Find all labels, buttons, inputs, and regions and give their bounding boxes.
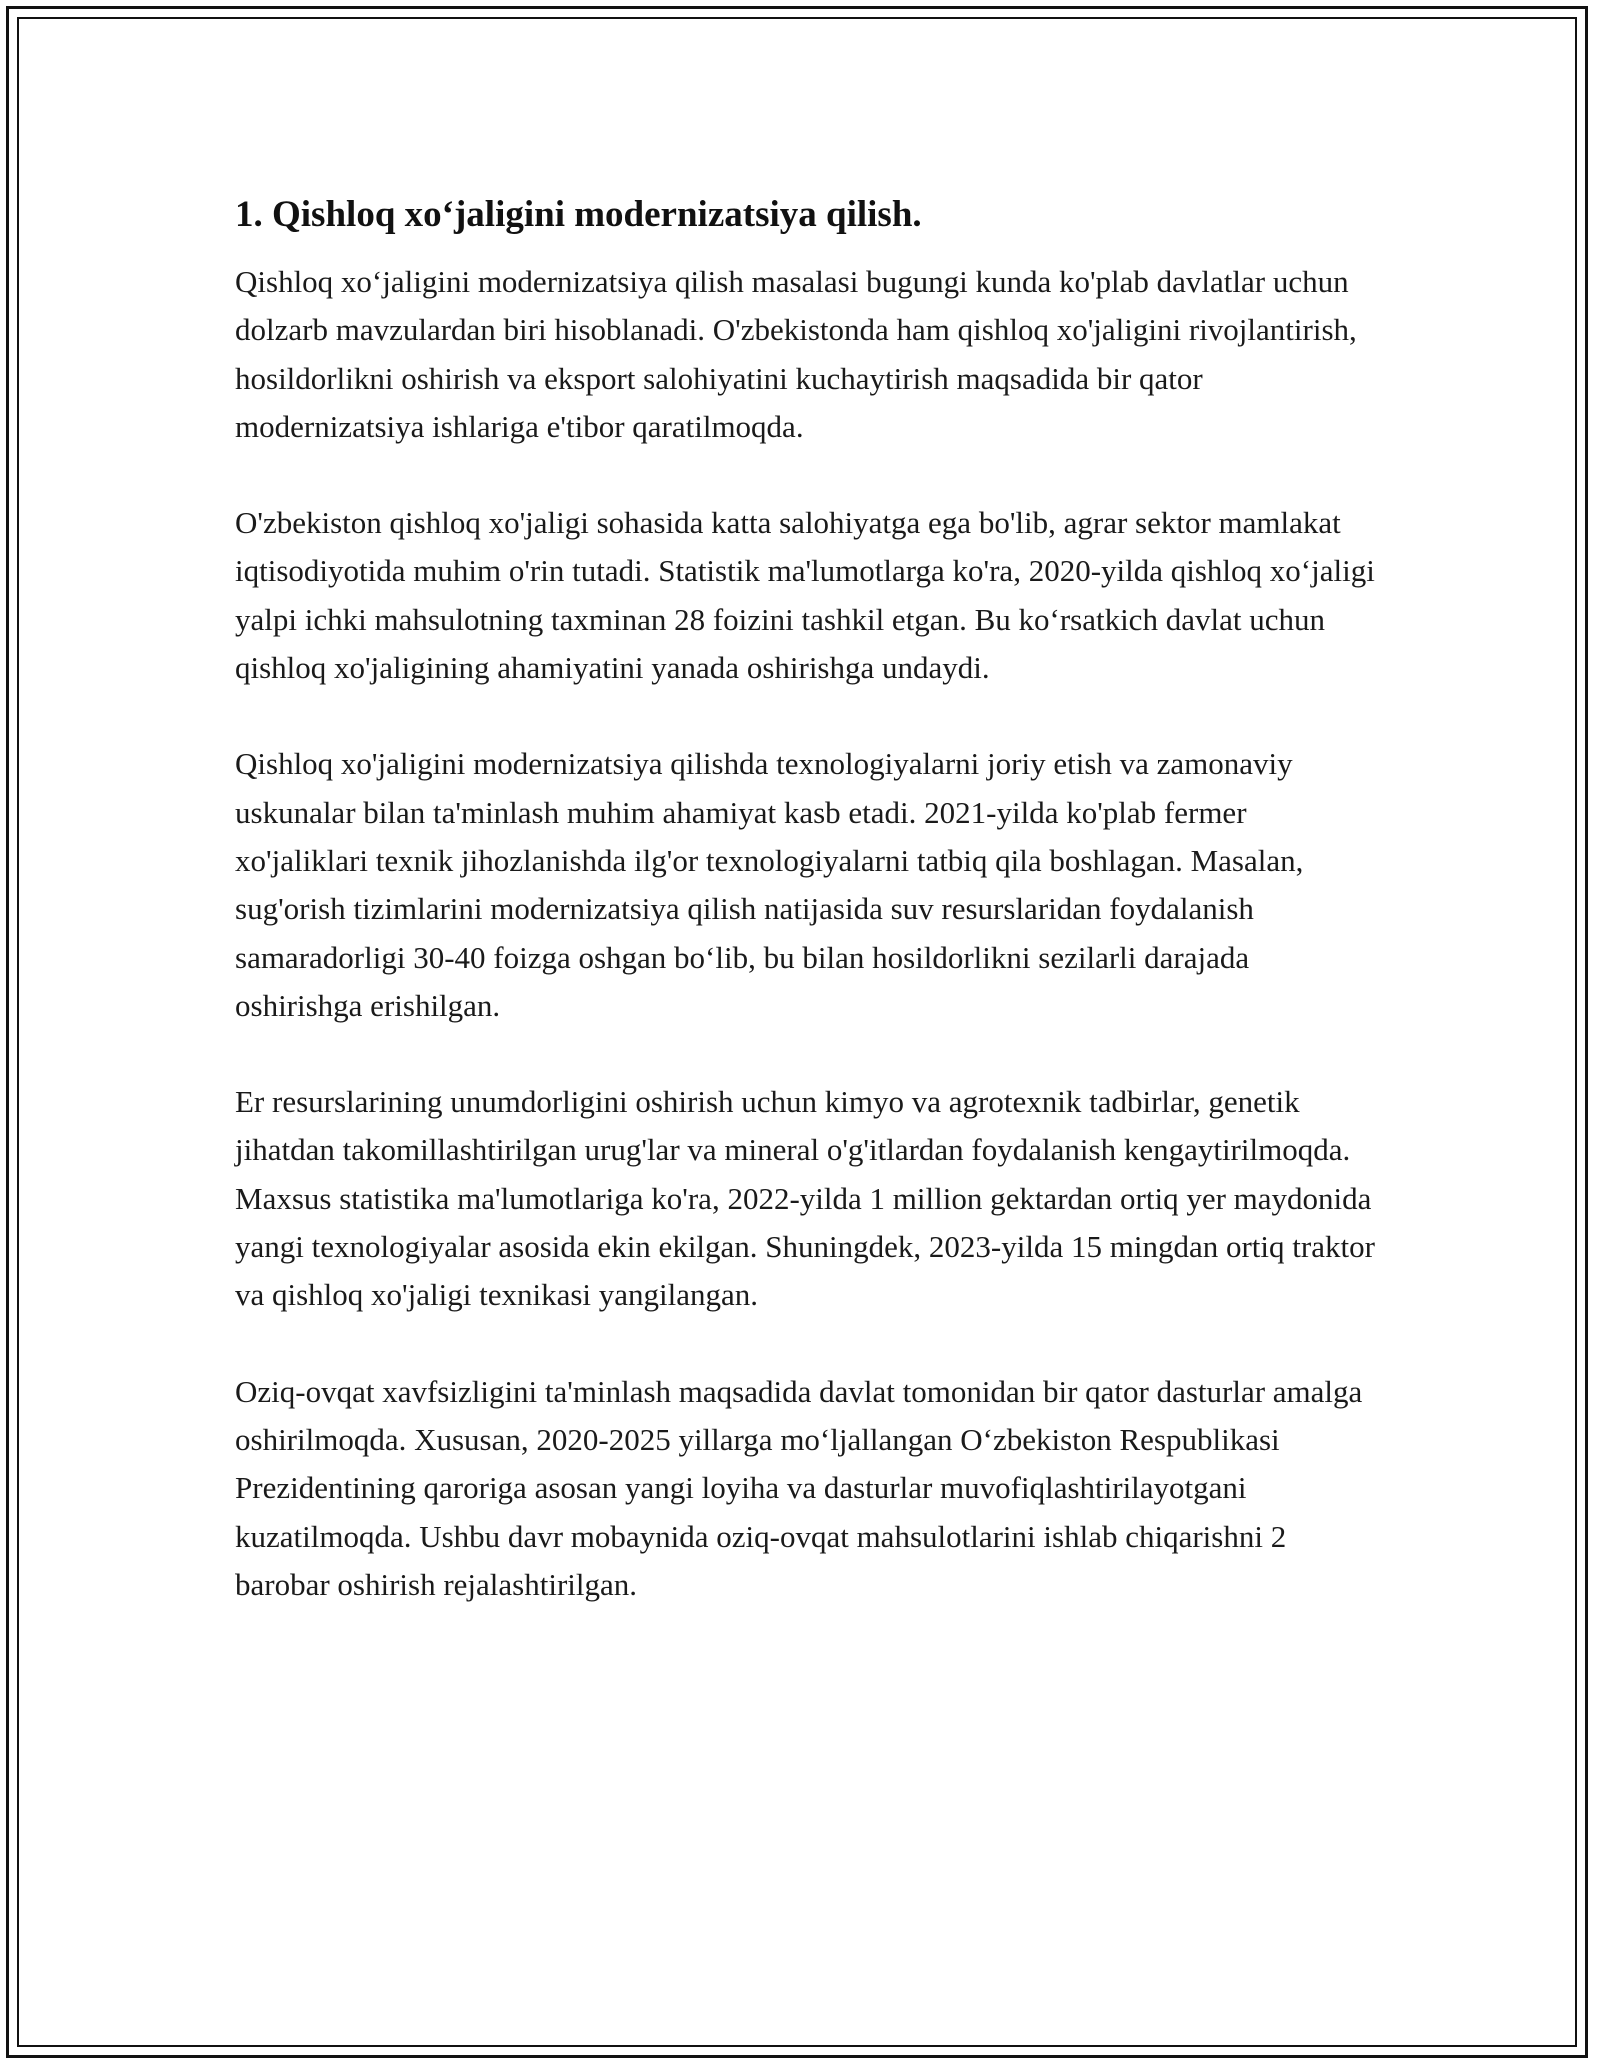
paragraph-4: Er resurslarining unumdorligini oshirish uchun kimyo va agrotexnik tadbirlar, genetik jihatdan takomillashtirilgan urug'lar va mineral o'g'itlardan foydalanish kengaytirilmoqda. Maxsus statistika ma'lumotlariga ko'ra, 2022-yilda 1 million gektardan ortiq yer maydonida yangi texnologiyalar asosida ekin ekilgan. Shuningdek, 2023-yilda 15 mingdan ortiq traktor va qishloq xo'jaligi texnikasi yangilangan.	[235, 1084, 1375, 1313]
paragraph-2: O'zbekiston qishloq xo'jaligi sohasida katta salohiyatga ega bo'lib, agrar sektor mamlakat iqtisodiyotida muhim o'rin tutadi. Statistik ma'lumotlarga ko'ra, 2020-yilda qishloq xo‘jaligi yalpi ichki mahsulotning taxminan 28 foizini tashkil etgan. Bu ko‘rsatkich davlat uchun qishloq xo'jaligining ahamiyatini yanada oshirishga undaydi.	[235, 505, 1375, 686]
document-body	[235, 190, 1380, 1657]
paragraph-5: Oziq-ovqat xavfsizligini ta'minlash maqsadida davlat tomonidan bir qator dasturlar amalga oshirilmoqda. Xususan, 2020-2025 yillarga mo‘ljallangan O‘zbekiston Respublikasi Prezidentining qaroriga asosan yangi loyiha va dasturlar muvofiqlashtirilayotgani kuzatilmoqda. Ushbu davr mobaynida oziq-ovqat mahsulotlarini ishlab chiqarishni 2 barobar oshirish rejalashtirilgan.	[235, 1373, 1363, 1602]
page-title: 1. Qishloq xo‘jaligini modernizatsiya qilish.	[235, 194, 922, 235]
paragraph-3: Qishloq xo'jaligini modernizatsiya qilishda texnologiyalarni joriy etish va zamonaviy uskunalar bilan ta'minlash muhim ahamiyat kasb etadi. 2021-yilda ko'plab fermer xo'jaliklari texnik jihozlanishda ilg'or texnologiyalarni tatbiq qila boshlagan. Masalan, sug'orish tizimlarini modernizatsiya qilish natijasida suv resurslaridan foydalanish samaradorligi 30-40 foizga oshgan bo‘lib, bu bilan hosildorlikni sezilarli darajada oshirishga erishilgan.	[235, 746, 1304, 1023]
paragraph-1: Qishloq xo‘jaligini modernizatsiya qilish masalasi bugungi kunda ko'plab davlatlar uchun dolzarb mavzulardan biri hisoblanadi. O'zbekistonda ham qishloq xo'jaligini rivojlantirish, hosildorlikni oshirish va eksport salohiyatini kuchaytirish maqsadida bir qator modernizatsiya ishlariga e'tibor qaratilmoqda.	[235, 264, 1357, 444]
